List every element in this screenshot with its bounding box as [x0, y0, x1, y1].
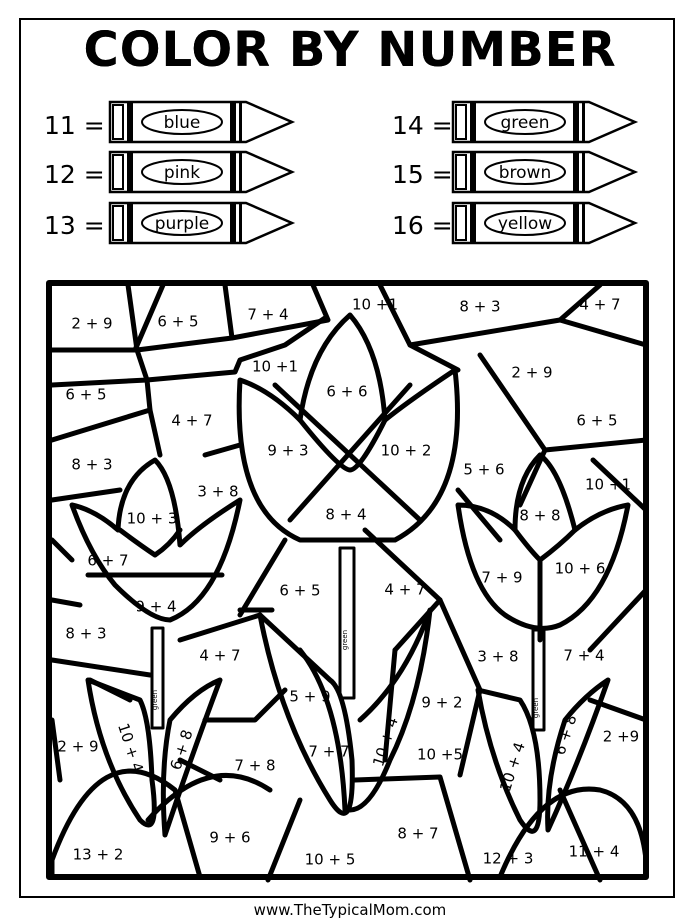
region-label: 10 + 4 [496, 739, 529, 794]
region-label: 8 + 3 [71, 455, 113, 474]
region-label: 6 + 5 [279, 581, 321, 600]
region-label: 9 + 3 [267, 441, 309, 460]
region-label: 2 + 9 [57, 737, 99, 756]
region-label: 4 + 7 [171, 411, 213, 430]
region-label: 6 + 5 [576, 411, 618, 430]
region-label: 7 + 7 [308, 742, 350, 761]
crayon-color-label: pink [163, 163, 201, 183]
region-label: 4 + 7 [199, 646, 241, 665]
legend-equation: 11 = [44, 111, 105, 140]
region-label: 8 + 8 [519, 506, 561, 525]
crayon-color-label: yellow [497, 214, 553, 234]
region-label: 12 + 3 [482, 849, 534, 868]
region-label: 9 + 6 [209, 828, 251, 847]
region-label: 6 + 8 [166, 727, 197, 773]
region-label: 10 + 5 [304, 850, 356, 869]
region-label: 11 + 4 [568, 842, 620, 861]
crayon-color-label: brown [498, 163, 552, 183]
region-label: 10 + 4 [369, 714, 402, 769]
stem-color-label: green [341, 629, 349, 651]
legend-equation: 13 = [44, 211, 105, 240]
region-label: 6 + 6 [326, 382, 368, 401]
region-label: 9 + 4 [135, 597, 177, 616]
region-label: 13 + 2 [72, 845, 124, 864]
legend-equation: 16 = [392, 211, 453, 240]
region-label: 4 + 7 [384, 580, 426, 599]
region-label: 8 + 7 [397, 824, 439, 843]
region-label: 10 + 2 [380, 441, 432, 460]
region-label: 8 + 3 [459, 297, 501, 316]
region-label: 7 + 4 [563, 646, 605, 665]
region-label: 8 + 3 [65, 624, 107, 643]
region-label: 3 + 8 [477, 647, 519, 666]
region-label: 10 +1 [252, 357, 298, 376]
stem-color-label: green [532, 697, 540, 719]
stem-color-label: green [151, 689, 159, 711]
page-title: COLOR BY NUMBER [83, 22, 617, 78]
crayon-color-label: green [500, 113, 550, 133]
picture-border [49, 283, 646, 877]
region-label: 5 + 9 [289, 687, 331, 706]
region-label: 2 +9 [602, 727, 640, 746]
region-label: 3 + 8 [197, 482, 239, 501]
region-label: 5 + 6 [463, 460, 505, 479]
region-label: 2 + 9 [71, 314, 113, 333]
region-label: 6 + 5 [65, 385, 107, 404]
region-label: 6 + 8 [550, 712, 581, 758]
region-label: 10 + 4 [114, 720, 147, 775]
region-label: 2 + 9 [511, 363, 553, 382]
website-footer: www.TheTypicalMom.com [253, 901, 447, 919]
region-label: 9 + 2 [421, 693, 463, 712]
region-label: 7 + 4 [247, 305, 289, 324]
legend-equation: 14 = [392, 111, 453, 140]
crayon-color-label: blue [163, 113, 201, 133]
region-label: 10 + 6 [554, 559, 606, 578]
region-label: 10 + 3 [126, 509, 178, 528]
region-label: 10 +1 [585, 475, 631, 494]
region-label: 10 +1 [352, 295, 398, 314]
legend-equation: 12 = [44, 160, 105, 189]
region-label: 4 + 7 [579, 295, 621, 314]
region-label: 7 + 9 [481, 568, 523, 587]
region-label: 7 + 8 [234, 756, 276, 775]
region-label: 8 + 4 [325, 505, 367, 524]
region-label: 6 + 5 [157, 312, 199, 331]
region-label: 10 +5 [417, 745, 463, 764]
region-label: 6 + 7 [87, 551, 129, 570]
crayon-color-label: purple [154, 214, 210, 234]
legend-equation: 15 = [392, 160, 453, 189]
